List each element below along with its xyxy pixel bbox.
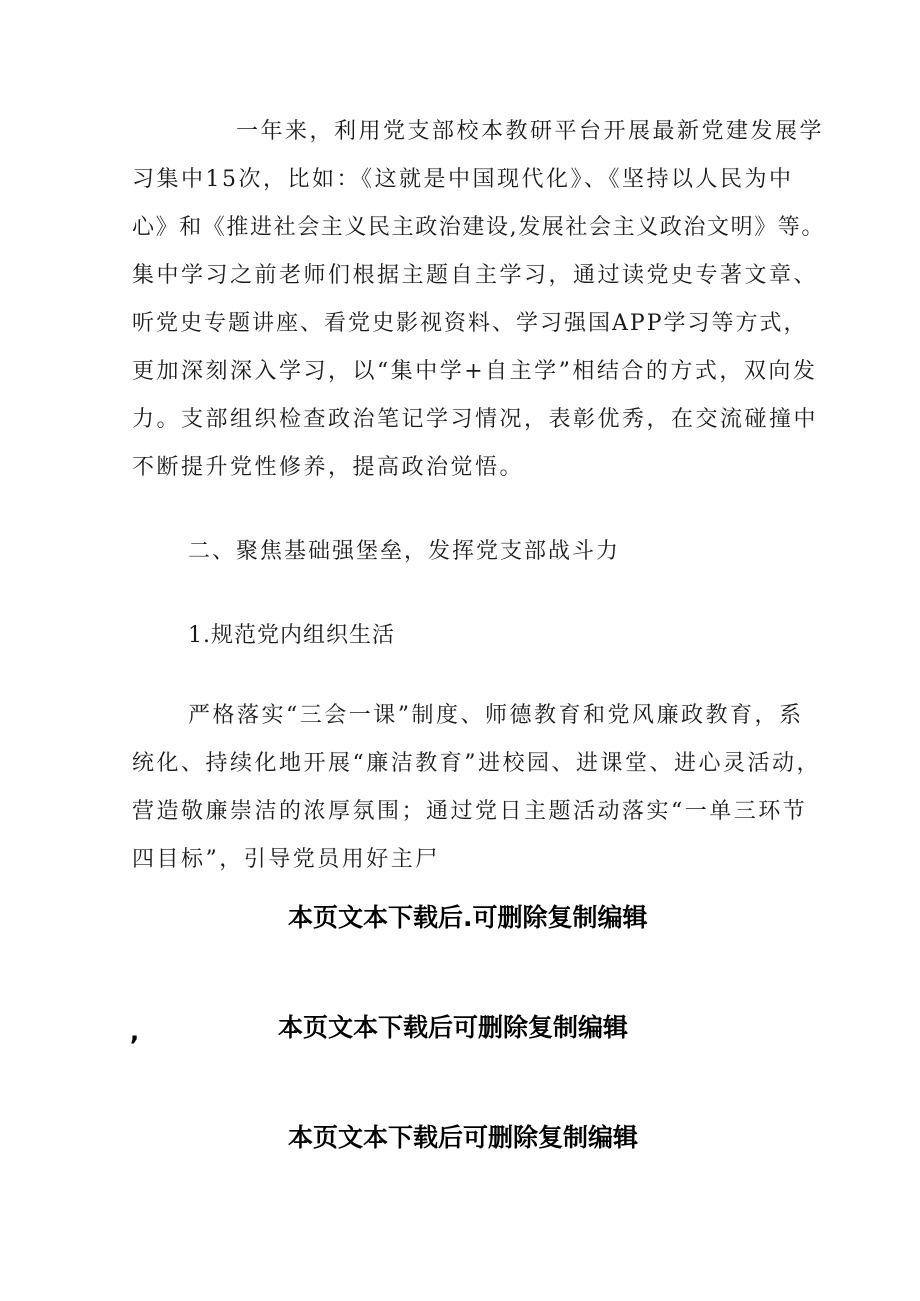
paragraph2-line-2: 统化、持续化地开展“廉洁教育”进校园、进课堂、进心灵活动， [132,751,821,776]
paragraph1-line-1: 一年来，利用党支部校本教研平台开展最新党建发展学 [236,119,825,144]
download-notice-1: 本页文本下载后.可删除复制编辑 [288,903,648,932]
paragraph2-line-1: 严格落实“三会一课”制度、师德教育和党风廉政教育，系 [188,703,804,728]
paragraph1-line-6: 更加深刻深入学习，以“集中学+自主学”相结合的方式，双向发 [132,359,818,384]
paragraph1-line-8: 不断提升党性修养，提高政治觉悟。 [132,455,525,480]
paragraph1-line-7: 力。支部组织检查政治笔记学习情况，表彰优秀，在交流碰撞中 [132,407,819,432]
stray-comma: , [130,1018,140,1046]
paragraph1-line-3: 心》和《推进社会主义民主政治建设,发展社会主义政治文明》等。 [132,215,825,240]
paragraph2-line-4: 四目标”，引导党员用好主尸 [132,847,440,872]
section-heading: 二、聚焦基础强堡垒，发挥党支部战斗力 [188,539,621,564]
download-notice-2: 本页文本下载后可删除复制编辑 [278,1013,629,1042]
paragraph2-line-3: 营造敬廉崇洁的浓厚氛围；通过党日主题活动落实“一单三环节 [132,799,808,824]
paragraph1-line-2: 习集中15次，比如：《这就是中国现代化》、《坚持以人民为中 [132,167,794,192]
paragraph1-line-4: 集中学习之前老师们根据主题自主学习，通过读党史专著文章、 [132,263,819,288]
subsection-heading: 1.规范党内组织生活 [188,623,395,648]
download-notice-3: 本页文本下载后可删除复制编辑 [288,1123,639,1152]
paragraph1-line-5: 听党史专题讲座、看党史影视资料、学习强国APP学习等方式， [132,311,808,336]
